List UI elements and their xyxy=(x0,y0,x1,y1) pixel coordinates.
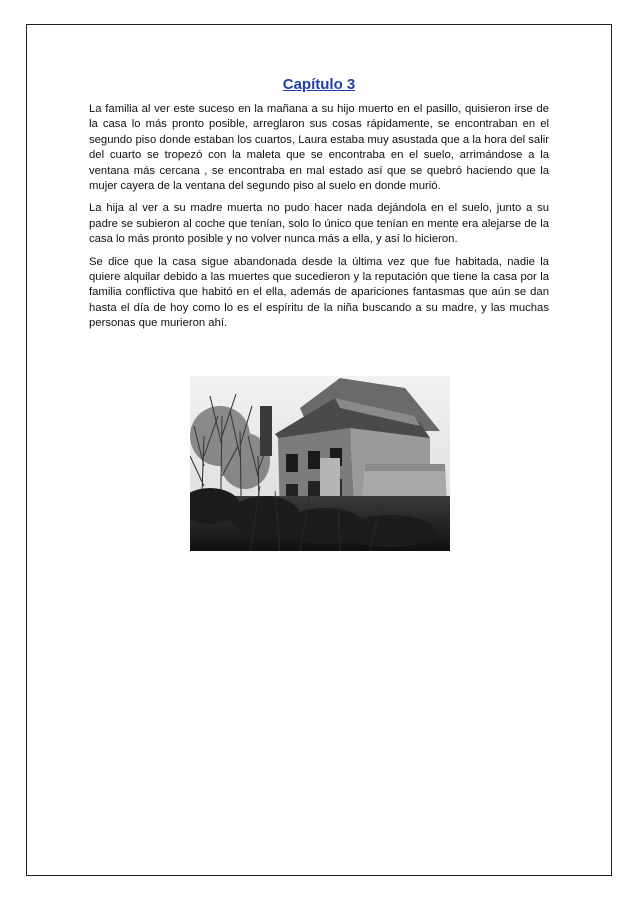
paragraph-3: Se dice que la casa sigue abandonada desde la última vez que fue habitada, nadie la quiere alquilar debido a las muertes que sucedieron y la reputación que tiene la casa por la familia conflictiva que habitó en el ella, además de apariciones fantasmas que aún se dan hasta el día de hoy como lo es el espíritu de la niña buscando a su madre, y las muchas personas que murieron ahí. xyxy=(89,255,549,330)
chapter-body xyxy=(89,102,549,339)
paragraph-1: La familia al ver este suceso en la mañana a su hijo muerto en el pasillo, quisieron irse de la casa lo más pronto posible, arreglaron sus cosas rápidamente, se encontraban en el segundo piso donde estaban los cuartos, Laura estaba muy asustada que a la hora del salir del cuarto se tropezó con la maleta que se encontraba en el suelo, arrimándose a la ventana más cercana , se encontraba en mal estado así que se quebró haciendo que la mujer cayera de la ventana del segundo piso al suelo en donde murió. xyxy=(89,103,549,193)
paragraph-2: La hija al ver a su madre muerta no pudo hacer nada dejándola en el suelo, junto a su padre se subieron al coche que tenían, solo lo único que tenían en mente era alejarse de la casa lo más pronto posible y no volver nunca más a ella, y así lo hicieron. xyxy=(89,202,549,246)
abandoned-house-photo xyxy=(190,376,450,551)
abandoned-house-image xyxy=(190,376,450,551)
chapter-title: Capítulo 3 xyxy=(282,76,356,93)
